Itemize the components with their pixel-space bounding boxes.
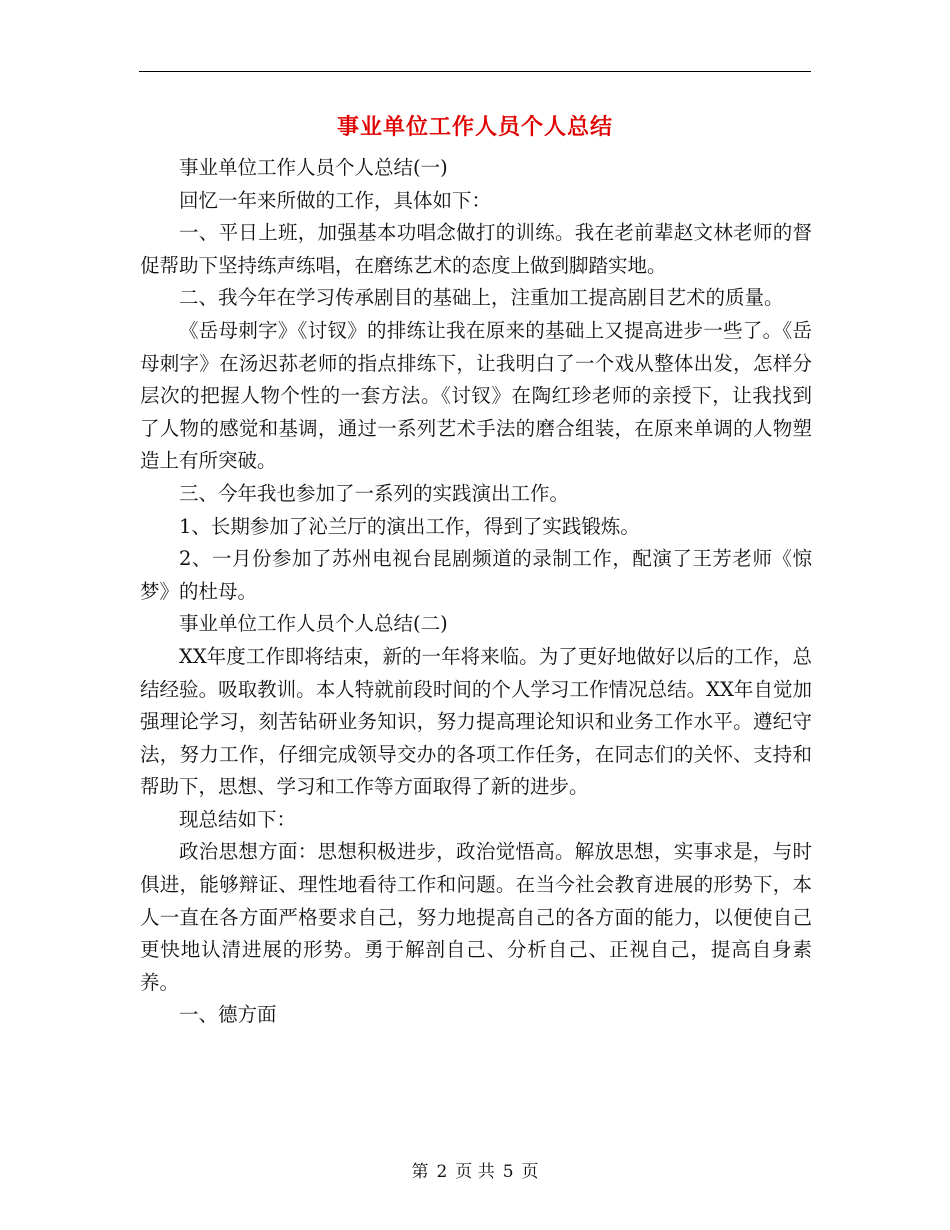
header-rule xyxy=(139,71,811,72)
footer-prefix: 第 xyxy=(411,1162,429,1182)
document-body xyxy=(140,152,812,1032)
paragraph: 一、平日上班，加强基本功唱念做打的训练。我在老前辈赵文林老师的督促帮助下坚持练声练唱，在磨练艺术的态度上做到脚踏实地。 xyxy=(140,221,812,277)
paragraph: 事业单位工作人员个人总结(二) xyxy=(179,612,448,636)
footer-middle: 页 共 xyxy=(455,1162,495,1182)
page-footer xyxy=(0,1157,950,1182)
paragraph: 2、一月份参加了苏州电视台昆剧频道的录制工作，配演了王芳老师《惊梦》的杜母。 xyxy=(140,547,812,603)
paragraph: 《岳母刺字》《讨钗》的排练让我在原来的基础上又提高进步一些了。《岳母刺字》在汤迟荪老师的指点排练下，让我明白了一个戏从整体出发，怎样分层次的把握人物个性的一套方法。《讨钗》在陶红珍老师的亲授下，让我找到了人物的感觉和基调，通过一系列艺术手法的磨合组装，在原来单调的人物塑造上有所突破。 xyxy=(140,318,812,473)
document-title: 事业单位工作人员个人总结 xyxy=(336,114,613,140)
paragraph: XX年度工作即将结束，新的一年将来临。为了更好地做好以后的工作，总结经验。吸取教训。本人特就前段时间的个人学习工作情况总结。XX年自觉加强理论学习，刻苦钻研业务知识，努力提高理论知识和业务工作水平。遵纪守法，努力工作，仔细完成领导交办的各项工作任务，在同志们的关怀、支持和帮助下，思想、学习和工作等方面取得了新的进步。 xyxy=(140,644,812,799)
paragraph: 现总结如下： xyxy=(179,807,297,831)
paragraph: 政治思想方面：思想积极进步，政治觉悟高。解放思想，实事求是，与时俱进，能够辩证、理性地看待工作和问题。在当今社会教育进展的形势下，本人一直在各方面严格要求自己，努力地提高自己的各方面的能力，以便使自己更快地认清进展的形势。勇于解剖自己、分析自己、正视自己，提高自身素养。 xyxy=(140,840,812,994)
paragraph: 一、德方面 xyxy=(179,1003,277,1027)
footer-suffix: 页 xyxy=(521,1162,539,1182)
total-page-count: 5 xyxy=(502,1162,514,1182)
paragraph: 回忆一年来所做的工作，具体如下： xyxy=(179,188,492,212)
paragraph: 1、长期参加了沁兰厅的演出工作，得到了实践锻炼。 xyxy=(179,514,640,538)
paragraph: 二、我今年在学习传承剧目的基础上，注重加工提高剧目艺术的质量。 xyxy=(179,286,784,310)
paragraph: 事业单位工作人员个人总结(一) xyxy=(179,156,448,179)
paragraph: 三、今年我也参加了一系列的实践演出工作。 xyxy=(179,481,570,505)
current-page-number: 2 xyxy=(436,1162,448,1182)
